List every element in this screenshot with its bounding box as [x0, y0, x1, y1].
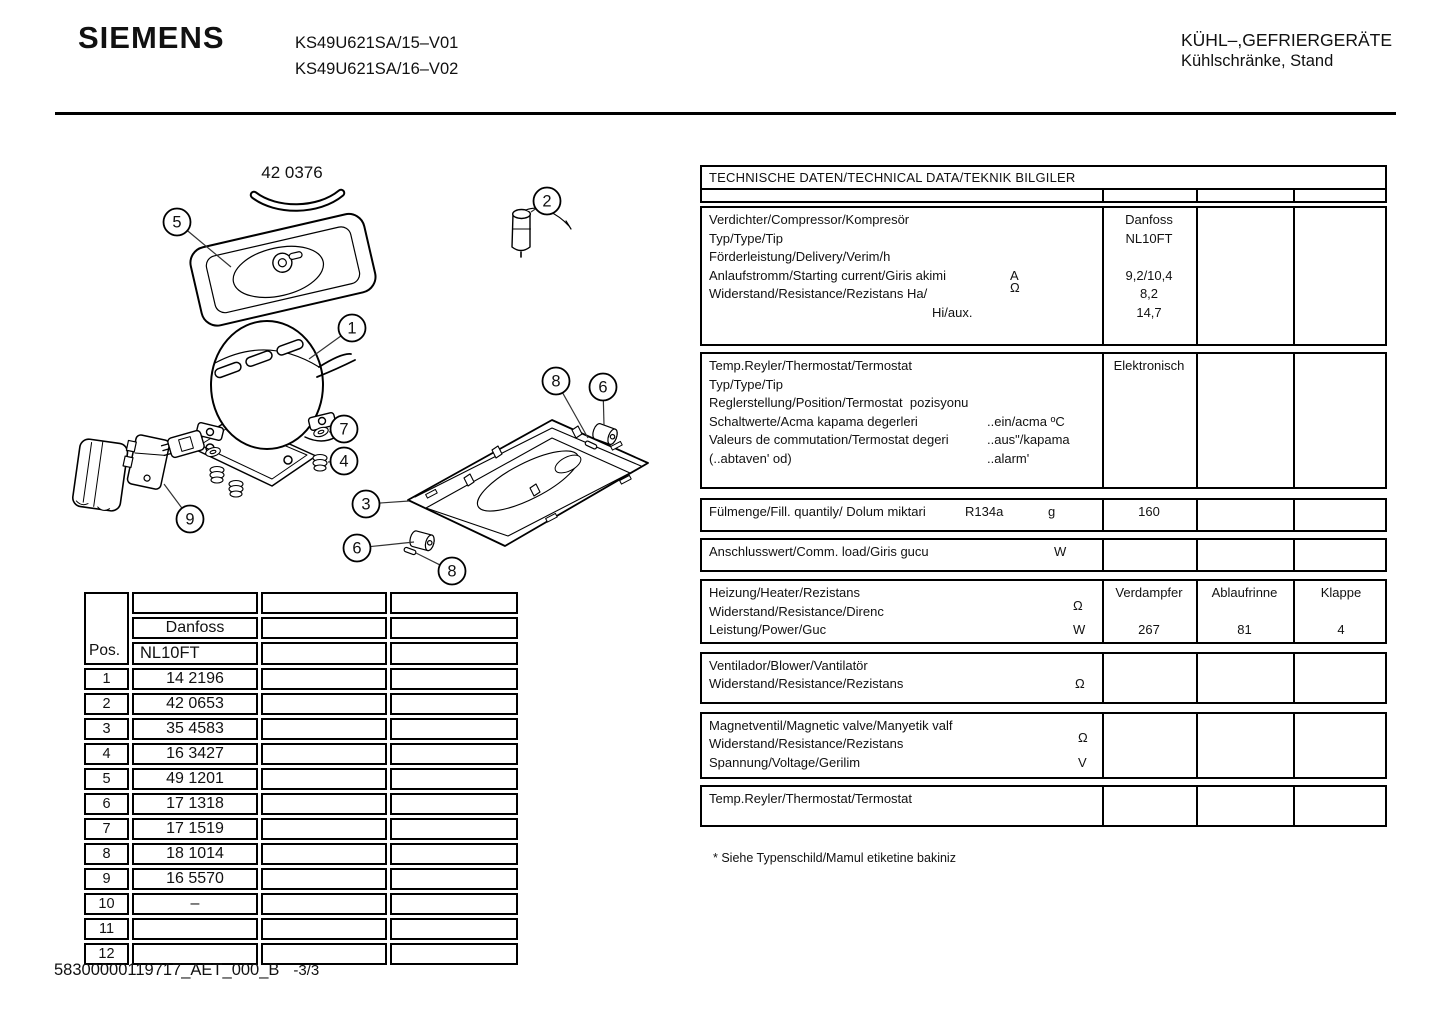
parts-value-cell: 16 5570: [132, 868, 258, 890]
tech-refrigerant: R134a: [965, 504, 1004, 519]
parts-row: [84, 818, 518, 840]
callout-number: 2: [542, 192, 552, 211]
tech-label: Widerstand/Resistance/Rezistans: [709, 736, 904, 751]
tech-unit: Ω: [1078, 730, 1088, 745]
model-numbers: [295, 30, 458, 82]
tech-line: [702, 790, 1385, 809]
document-number: 58300000119717_AET_000_B: [54, 961, 280, 979]
parts-value-cell: [261, 743, 387, 765]
tech-section-6: [700, 652, 1387, 704]
parts-header-row: [84, 617, 518, 639]
grommet-art: [313, 455, 327, 472]
relay-cover-art: [72, 438, 129, 513]
tech-label: Heizung/Heater/Rezistans: [709, 585, 861, 600]
parts-value-cell: [261, 918, 387, 940]
callout-leader-line: [603, 400, 604, 425]
parts-row: [84, 793, 518, 815]
tech-value: Elektronisch: [1113, 358, 1185, 373]
tech-line: [702, 376, 1385, 395]
parts-pos-header: Pos.: [84, 592, 129, 665]
tech-sublabel: ..ein/acma ºC: [987, 413, 1065, 429]
callout-number: 6: [352, 539, 362, 558]
tech-line: [702, 597, 1385, 622]
parts-value-cell: [390, 943, 518, 965]
capacitor-art: [512, 208, 571, 257]
technical-data-title: TECHNISCHE DATEN/TECHNICAL DATA/TEKNIK BILGILER: [700, 165, 1387, 190]
tech-label: Fülmenge/Fill. quantily/ Dolum miktari: [709, 504, 926, 519]
parts-col-header-brand: Danfoss: [132, 617, 258, 639]
tech-line: [702, 304, 1385, 323]
tech-line: [702, 267, 1385, 286]
tech-line: [702, 657, 1385, 676]
tube-art: [254, 193, 341, 208]
tech-label: Schaltwerte/Acma kapama degerleri: [709, 413, 918, 429]
parts-pos-cell: 11: [84, 918, 129, 940]
tech-label: Typ/Type/Tip: [709, 230, 783, 246]
tech-label: Widerstand/Resistance/Direnc: [709, 603, 884, 619]
tech-value: 160: [1138, 504, 1160, 519]
tech-label: Temp.Reyler/Thermostat/Termostat: [709, 358, 913, 373]
tech-line: [702, 394, 1385, 413]
column-divider: [1102, 190, 1104, 201]
parts-value-cell: [261, 668, 387, 690]
parts-value-cell: [261, 843, 387, 865]
tech-line: [702, 211, 1385, 230]
tech-unit: A: [1010, 267, 1019, 283]
parts-header-row: [84, 642, 518, 665]
tech-label: Spannung/Voltage/Gerilim: [709, 754, 861, 770]
tech-value: Ablaufrinne: [1211, 585, 1278, 600]
tech-line: [702, 413, 1385, 432]
tech-line: [702, 717, 1385, 736]
tech-sublabel: ..alarm': [987, 450, 1030, 466]
parts-row: [84, 843, 518, 865]
parts-value-cell: [390, 918, 518, 940]
parts-value-cell: [261, 793, 387, 815]
tech-unit: g: [1048, 504, 1056, 519]
tech-line: [702, 754, 1385, 773]
parts-row: [84, 768, 518, 790]
parts-value-cell: [261, 818, 387, 840]
parts-pos-cell: 7: [84, 818, 129, 840]
parts-value-cell: [261, 718, 387, 740]
parts-value-cell: –: [132, 893, 258, 915]
grommet-art: [210, 467, 224, 484]
grommet-art: [229, 481, 243, 498]
parts-value-cell: [390, 743, 518, 765]
tech-line: [702, 431, 1385, 450]
page-indicator: -3/3: [293, 962, 320, 979]
parts-pos-cell: 3: [84, 718, 129, 740]
tech-value: Danfoss: [1125, 212, 1173, 227]
tech-value: 4: [1337, 622, 1345, 637]
bracket-pin-art: [404, 547, 417, 555]
tech-unit: V: [1078, 754, 1087, 770]
tech-value: Verdampfer: [1115, 585, 1183, 600]
parts-row: [84, 893, 518, 915]
callout-number: 8: [447, 562, 457, 581]
tech-unit: W: [1073, 622, 1086, 637]
tech-section-8: [700, 785, 1387, 827]
tech-section-4: [700, 538, 1387, 572]
parts-row: [84, 743, 518, 765]
tech-section-2: [700, 352, 1387, 489]
callout-leader-line: [370, 542, 414, 547]
callout-number: 3: [361, 495, 371, 514]
parts-pos-cell: 12: [84, 943, 129, 965]
footer: [54, 961, 319, 980]
parts-pos-cell: 2: [84, 693, 129, 715]
siemens-logo: SIEMENS: [78, 20, 225, 55]
column-divider: [1196, 190, 1198, 201]
callout-number: 8: [551, 372, 561, 391]
header-category: [1181, 30, 1392, 72]
tech-unit: Ω: [1010, 280, 1020, 295]
tech-section-5: [700, 579, 1387, 644]
tech-line: [702, 503, 1385, 522]
parts-pos-cell: 4: [84, 743, 129, 765]
column-divider: [1293, 190, 1295, 201]
tech-label: Temp.Reyler/Thermostat/Termostat: [709, 790, 913, 806]
tech-unit: Ω: [1073, 597, 1083, 613]
callout-leader-line: [379, 501, 409, 503]
technical-data-header-row: [700, 188, 1387, 203]
tech-label: Anlaufstromm/Starting current/Giris akimi: [709, 267, 946, 283]
tech-section-7: [700, 712, 1387, 779]
parts-value-cell: [132, 918, 258, 940]
parts-row: [84, 693, 518, 715]
model-number-1: KS49U621SA/15–V01: [295, 34, 459, 52]
parts-row: [84, 668, 518, 690]
model-number-2: KS49U621SA/16–V02: [295, 60, 459, 78]
parts-value-cell: 35 4583: [132, 718, 258, 740]
parts-pos-cell: 1: [84, 668, 129, 690]
tray-art: [187, 211, 378, 329]
parts-row: [84, 718, 518, 740]
callout-number: 9: [185, 510, 195, 529]
parts-row: [84, 868, 518, 890]
tech-line: [702, 730, 1385, 754]
tech-label: Widerstand/Resistance/Rezistans Ha/: [709, 286, 928, 301]
footnote: * Siehe Typenschild/Mamul etiketine bakiniz: [713, 851, 956, 865]
diagram-part-number: 42 0376: [261, 163, 323, 182]
parts-value-cell: [390, 843, 518, 865]
header-divider: [55, 112, 1396, 115]
parts-pos-cell: 6: [84, 793, 129, 815]
tech-label: Valeurs de commutation/Termostat degeri: [709, 432, 949, 447]
tech-value: 8,2: [1139, 286, 1159, 301]
callout-leader-line: [164, 484, 182, 508]
parts-value-cell: 49 1201: [132, 768, 258, 790]
tech-value: 14,7: [1136, 304, 1162, 320]
parts-value-cell: [390, 818, 518, 840]
tech-line: [702, 230, 1385, 249]
tech-line: [702, 584, 1385, 603]
tech-label: Verdichter/Compressor/Kompresör: [709, 212, 910, 227]
technical-data-sections: [700, 206, 1387, 827]
parts-pos-cell: 8: [84, 843, 129, 865]
callout-leader-line: [416, 553, 440, 565]
tech-label: Förderleistung/Delivery/Verim/h: [709, 249, 891, 264]
tech-line: [702, 450, 1385, 469]
bracket-grommet-art: [408, 530, 435, 552]
category-line-1: KÜHL–,GEFRIERGERÄTE: [1181, 30, 1393, 50]
parts-pos-cell: 10: [84, 893, 129, 915]
parts-value-cell: [261, 768, 387, 790]
tech-label: Widerstand/Resistance/Rezistans: [709, 676, 904, 691]
tech-line: [702, 280, 1385, 304]
tech-value: NL10FT: [1125, 230, 1173, 246]
tech-sublabel: ..aus"/kapama: [987, 432, 1070, 447]
tech-label: Ventilador/Blower/Vantilatör: [709, 657, 868, 673]
parts-value-cell: [261, 893, 387, 915]
tech-line: [702, 621, 1385, 640]
parts-value-cell: [390, 868, 518, 890]
tech-label: Anschlusswert/Comm. load/Giris gucu: [709, 544, 929, 559]
parts-value-cell: [261, 693, 387, 715]
parts-value-cell: 17 1519: [132, 818, 258, 840]
relay-art: [120, 433, 170, 490]
tech-section-1: [700, 206, 1387, 346]
parts-table: [81, 589, 521, 968]
parts-header-row: [84, 592, 518, 614]
tech-value: 81: [1237, 622, 1252, 637]
parts-value-cell: [390, 668, 518, 690]
parts-value-cell: 42 0653: [132, 693, 258, 715]
tech-line: [702, 543, 1385, 562]
parts-value-cell: [390, 718, 518, 740]
exploded-parts-diagram: [60, 148, 680, 608]
parts-value-cell: [390, 693, 518, 715]
technical-data-table: [700, 165, 1387, 827]
parts-pos-cell: 5: [84, 768, 129, 790]
parts-value-cell: [390, 768, 518, 790]
parts-value-cell: 18 1014: [132, 843, 258, 865]
tech-label: (..abtaven' od): [709, 450, 792, 466]
tech-line: [702, 357, 1385, 376]
callout-leader-line: [309, 336, 341, 359]
tech-line: [702, 248, 1385, 267]
tech-unit: Ω: [1075, 676, 1085, 691]
tech-value: Klappe: [1320, 585, 1362, 600]
callout-number: 4: [339, 452, 349, 471]
tech-line: [702, 675, 1385, 694]
tech-section-3: [700, 498, 1387, 532]
parts-value-cell: 16 3427: [132, 743, 258, 765]
tech-label: Hi/aux.: [932, 304, 973, 320]
parts-row: [84, 918, 518, 940]
tech-value: 9,2/10,4: [1125, 267, 1173, 283]
category-line-2: Kühlschränke, Stand: [1181, 52, 1334, 70]
parts-col-header-type: NL10FT: [132, 642, 258, 665]
tech-label: Magnetventil/Magnetic valve/Manyetik valf: [709, 717, 953, 733]
callout-number: 7: [339, 420, 349, 439]
parts-value-cell: 14 2196: [132, 668, 258, 690]
tech-unit: W: [1054, 544, 1067, 559]
callout-number: 1: [347, 319, 357, 338]
callout-number: 6: [598, 378, 608, 397]
callout-number: 5: [172, 213, 182, 232]
parts-value-cell: [390, 893, 518, 915]
tech-label: Reglerstellung/Position/Termostat pozisyonu: [709, 395, 969, 410]
parts-value-cell: 17 1318: [132, 793, 258, 815]
tech-label: Typ/Type/Tip: [709, 376, 783, 392]
tech-label: Leistung/Power/Guc: [709, 622, 827, 637]
parts-pos-cell: 9: [84, 868, 129, 890]
tech-value: 267: [1138, 622, 1160, 637]
parts-value-cell: [390, 793, 518, 815]
parts-value-cell: [261, 868, 387, 890]
